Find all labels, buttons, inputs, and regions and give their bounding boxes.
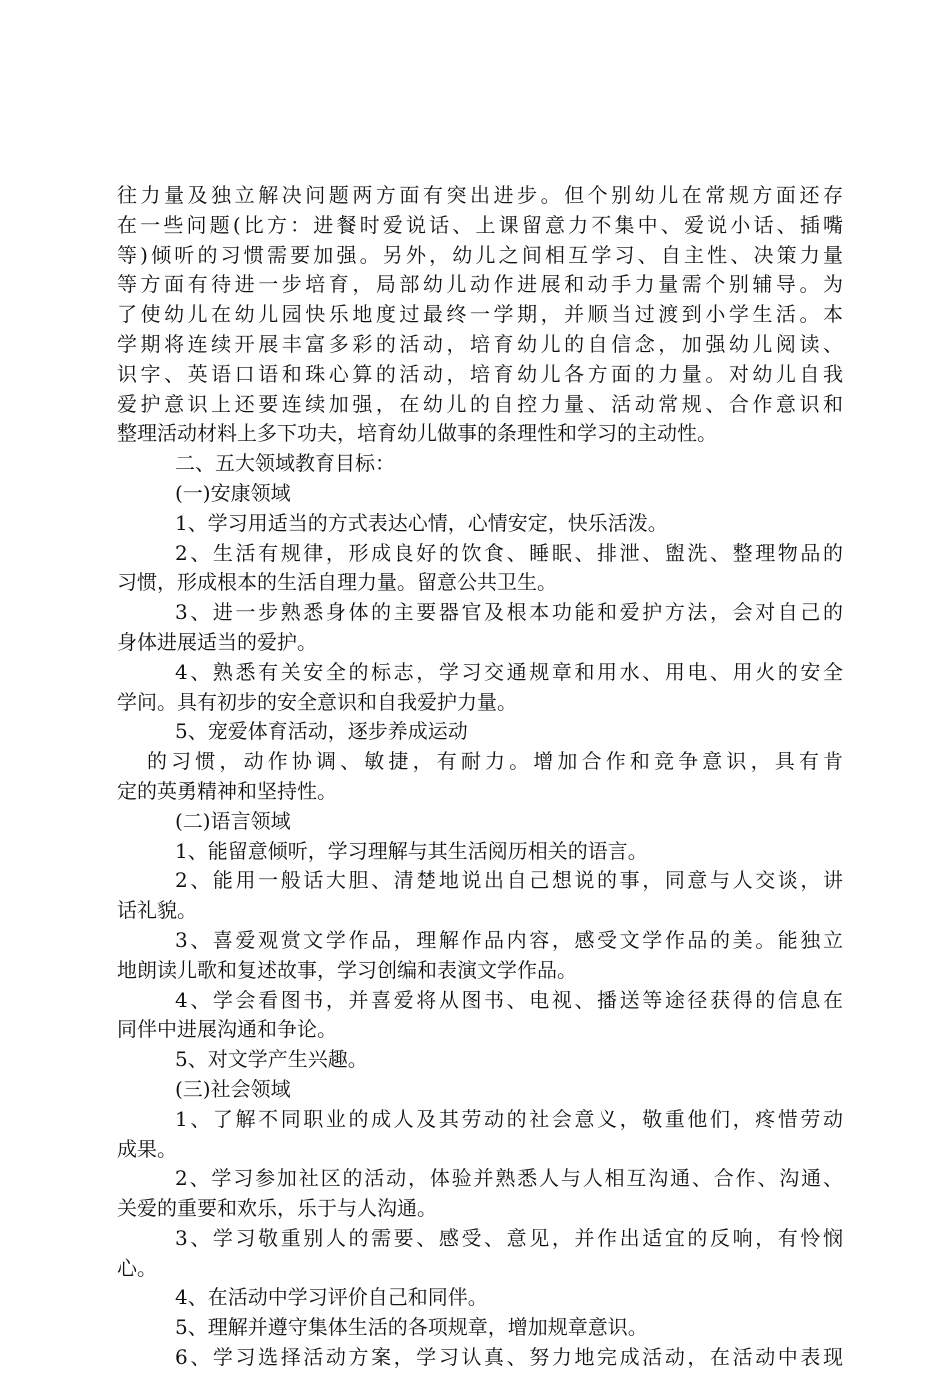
text-line: 2、学习参加社区的活动，体验并熟悉人与人相互沟通、合作、沟通、 bbox=[175, 1166, 843, 1191]
text-line: 定的英勇精神和坚持性。 bbox=[117, 778, 337, 803]
text-line: 整理活动材料上多下功夫，培育幼儿做事的条理性和学习的主动性。 bbox=[117, 421, 717, 446]
text-line: 学问。具有初步的安全意识和自我爱护力量。 bbox=[117, 689, 517, 714]
text-line: 2、生活有规律，形成良好的饮食、睡眠、排泄、盥洗、整理物品的 bbox=[175, 540, 843, 565]
text-line: 3、进一步熟悉身体的主要器官及根本功能和爱护方法，会对自己的 bbox=[175, 600, 843, 625]
text-line: 4、在活动中学习评价自己和同伴。 bbox=[175, 1285, 488, 1310]
text-line: 二、五大领域教育目标： bbox=[175, 451, 395, 476]
text-line: 3、喜爱观赏文学作品，理解作品内容，感受文学作品的美。能独立 bbox=[175, 927, 843, 952]
text-line: 在一些问题(比方：进餐时爱说话、上课留意力不集中、爱说小话、插嘴 bbox=[117, 212, 843, 237]
text-line: 地朗读儿歌和复述故事，学习创编和表演文学作品。 bbox=[117, 957, 577, 982]
text-line: 关爱的重要和欢乐，乐于与人沟通。 bbox=[117, 1196, 437, 1221]
text-line: 成果。 bbox=[117, 1136, 177, 1161]
text-line: 3、学习敬重别人的需要、感受、意见，并作出适宜的反响，有怜悯 bbox=[175, 1225, 843, 1250]
text-line: 学期将连续开展丰富多彩的活动，培育幼儿的自信念，加强幼儿阅读、 bbox=[117, 331, 843, 356]
text-line: 2、能用一般话大胆、清楚地说出自己想说的事，同意与人交谈，讲 bbox=[175, 868, 843, 893]
text-line: 6、学习选择活动方案，学习认真、努力地完成活动，在活动中表现 bbox=[175, 1345, 843, 1370]
document-body bbox=[117, 181, 843, 1373]
text-line: 往力量及独立解决问题两方面有突出进步。但个别幼儿在常规方面还存 bbox=[117, 183, 843, 207]
text-line: 识字、英语口语和珠心算的活动，培育幼儿各方面的力量。对幼儿自我 bbox=[117, 361, 843, 386]
text-line: 身体进展适当的爱护。 bbox=[117, 629, 317, 654]
text-line: 4、熟悉有关安全的标志，学习交通规章和用水、用电、用火的安全 bbox=[175, 659, 843, 684]
text-line: 4、学会看图书，并喜爱将从图书、电视、播送等途径获得的信息在 bbox=[175, 987, 843, 1012]
text-line: 爱护意识上还要连续加强，在幼儿的自控力量、活动常规、合作意识和 bbox=[117, 391, 843, 416]
text-line: 的习惯，动作协调、敏捷，有耐力。增加合作和竞争意识，具有肯 bbox=[147, 749, 843, 774]
text-line: (一)安康领域 bbox=[175, 480, 291, 505]
text-line: 了使幼儿在幼儿园快乐地度过最终一学期，并顺当过渡到小学生活。本 bbox=[117, 302, 843, 327]
text-line: 5、理解并遵守集体生活的各项规章，增加规章意识。 bbox=[175, 1315, 648, 1340]
text-line: 习惯，形成根本的生活自理力量。留意公共卫生。 bbox=[117, 570, 557, 595]
text-line: 同伴中进展沟通和争论。 bbox=[117, 1017, 337, 1042]
text-line: 1、学习用适当的方式表达心情，心情安定，快乐活泼。 bbox=[175, 510, 668, 535]
text-line: 5、宠爱体育活动，逐步养成运动 bbox=[175, 719, 468, 744]
text-line: 1、能留意倾听，学习理解与其生活阅历相关的语言。 bbox=[175, 838, 648, 863]
text-line: 1、了解不同职业的成人及其劳动的社会意义，敬重他们，疼惜劳动 bbox=[175, 1106, 843, 1131]
text-line: 心。 bbox=[117, 1255, 157, 1280]
text-line: (二)语言领域 bbox=[175, 808, 291, 833]
text-line: 5、对文学产生兴趣。 bbox=[175, 1047, 368, 1072]
text-line: (三)社会领域 bbox=[175, 1076, 291, 1101]
text-line: 等)倾听的习惯需要加强。另外，幼儿之间相互学习、自主性、决策力量 bbox=[117, 242, 843, 267]
text-line: 等方面有待进一步培育，局部幼儿动作进展和动手力量需个别辅导。为 bbox=[117, 272, 843, 297]
text-line: 话礼貌。 bbox=[117, 898, 197, 923]
